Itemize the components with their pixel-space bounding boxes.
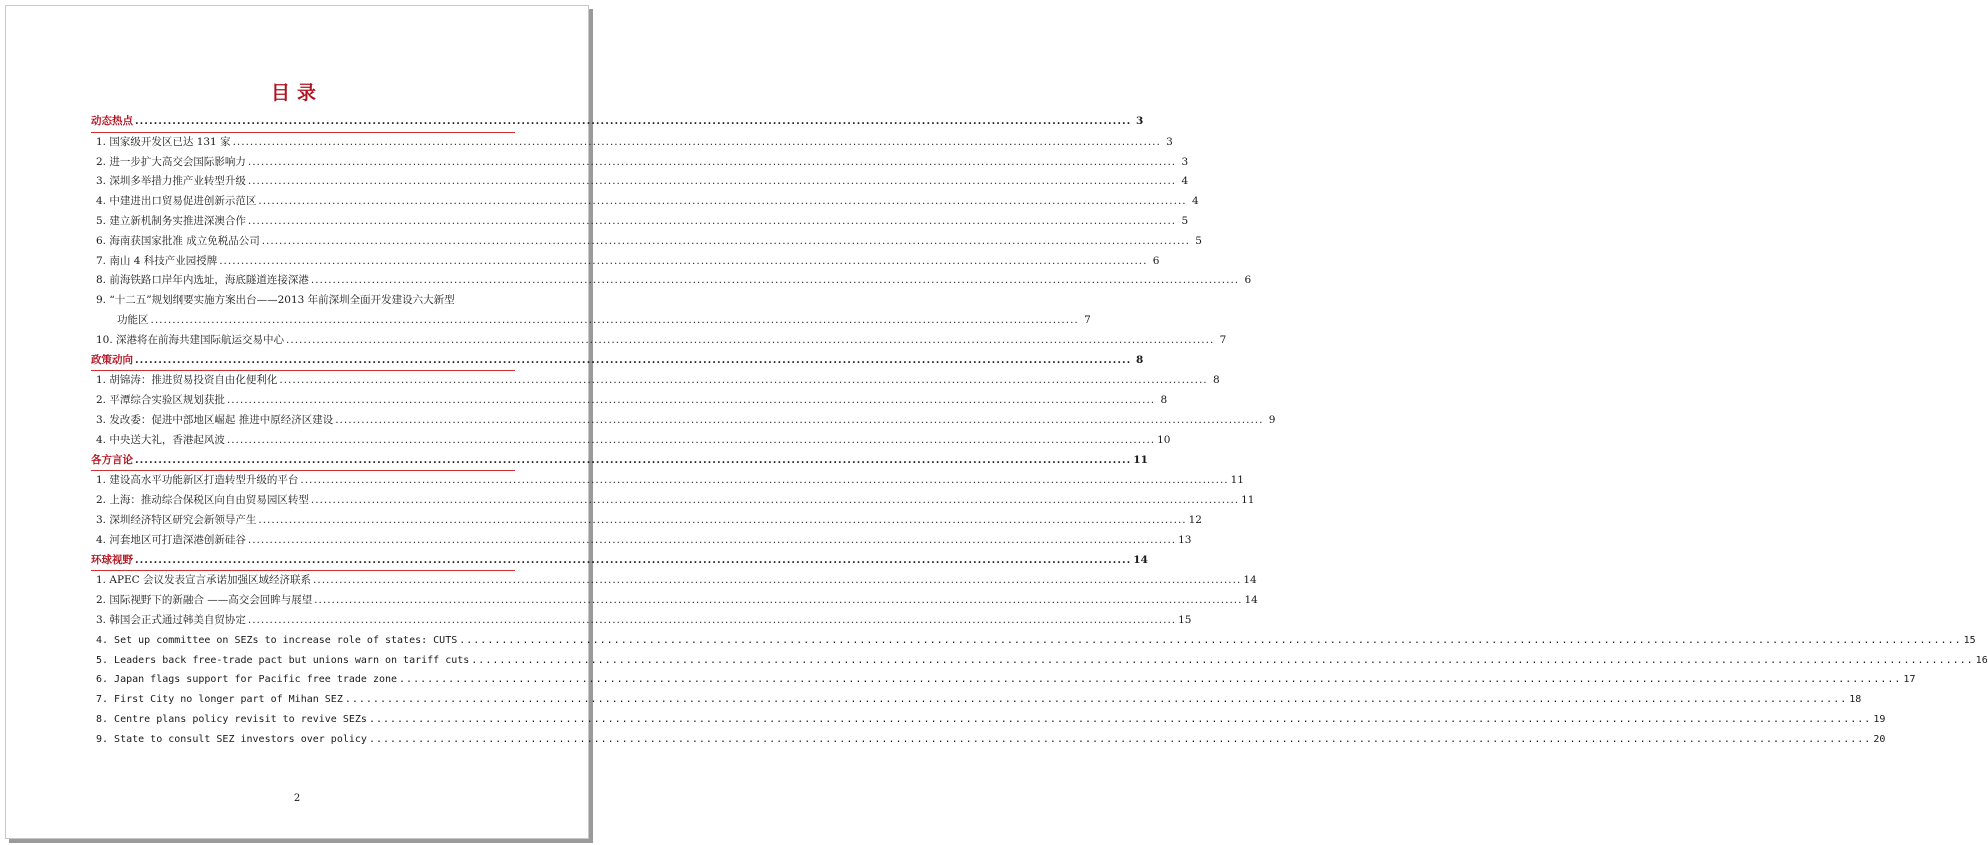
entry-title: 2. 国际视野下的新融合 ——高交会回眸与展望 [96,594,313,607]
toc-entry[interactable] [91,391,1168,411]
page-ref: 6 [1244,274,1252,287]
page-ref: 16 [1975,654,1988,666]
page-ref: 8 [1160,394,1168,407]
page-ref: 13 [1178,533,1192,546]
page-ref: 7 [1084,313,1091,326]
entry-title: 1. 建设高水平功能新区打造转型升级的平台 [96,474,299,487]
entry-title: 6. Japan flags support for Pacific free trade zone [96,674,398,686]
toc-entry[interactable] [91,471,1244,491]
page-ref: 8 [1135,353,1144,366]
page-ref: 19 [1873,713,1886,725]
entry-title: 9. State to consult SEZ investors over policy [96,733,367,745]
page-ref: 6 [1152,254,1160,267]
toc-entry[interactable] [91,271,1252,291]
toc-entry[interactable] [91,511,1202,531]
toc-entry[interactable] [91,531,1192,551]
dot-leader [248,611,1176,631]
document-page [5,5,1988,839]
page-ref: 11 [1230,474,1244,487]
dot-leader [135,451,1131,471]
page-ref: 14 [1244,594,1258,607]
toc-entry[interactable] [91,631,1976,651]
entry-title: 4. Set up committee on SEZs to increase role of states: CUTS [96,634,458,646]
page-ref: 14 [1243,574,1257,587]
dot-leader [233,133,1161,153]
entry-title: 4. 河套地区可打造深港创新硅谷 [96,533,246,546]
toc-entry-wrapped[interactable] [91,291,515,311]
page-ref: 4 [1181,175,1189,188]
toc-entry[interactable] [91,611,1192,631]
page-ref: 20 [1873,733,1886,745]
entry-title: 7. 南山 4 科技产业园授牌 [96,254,218,267]
toc-entry[interactable] [91,431,1171,451]
entry-title: 1. 胡锦涛：推进贸易投资自由化便利化 [96,374,278,387]
page-ref: 11 [1133,453,1148,466]
toc-entry[interactable] [91,192,1199,212]
dot-leader [459,631,1961,651]
dot-leader [313,571,1241,591]
entry-title: 8. 前海铁路口岸年内选址，海底隧道连接深港 [96,274,309,287]
entry-title: 1. APEC 会议发表宣言承诺加强区域经济联系 [96,574,312,587]
toc-entry[interactable] [91,411,1276,431]
dot-leader [248,212,1176,232]
entry-title: 10. 深港将在前海共建国际航运交易中心 [96,333,285,346]
entry-title: 4. 中建进出口贸易促进创新示范区 [96,195,257,208]
toc-entry[interactable] [91,730,1886,750]
toc-entry[interactable] [91,331,1227,351]
section-heading[interactable] [91,351,1144,372]
entry-title: 3. 深圳经济特区研究会新领导产生 [96,513,257,526]
toc-entry[interactable] [91,591,1258,611]
page-title: 目录 [270,82,323,104]
table-of-contents [91,112,1988,750]
dot-leader [219,252,1147,272]
dot-leader [311,491,1239,511]
entry-title: 2. 进一步扩大高交会国际影响力 [96,155,246,168]
page-ref: 18 [1849,694,1862,706]
entry-title: 7. First City no longer part of Mihan SEZ [96,694,343,706]
toc-entry[interactable] [91,651,1988,671]
page-ref: 5 [1181,214,1189,227]
page-ref: 5 [1195,234,1202,247]
toc-entry[interactable] [91,252,1160,272]
entry-title: 2. 上海：推动综合保税区向自由贸易园区转型 [96,494,309,507]
page-ref: 17 [1903,674,1916,686]
dot-leader [286,331,1214,351]
page-ref: 14 [1133,553,1148,566]
page-ref: 7 [1219,333,1227,346]
section-label: 各方言论 [91,453,133,466]
toc-entry[interactable] [91,232,1202,252]
dot-leader [345,690,1847,710]
page-ref: 15 [1178,613,1192,626]
dot-leader [279,371,1207,391]
toc-entry[interactable] [91,212,1189,232]
entry-title: 4. 中央送大礼，香港起风波 [96,433,225,446]
entry-title: 8. Centre plans policy revisit to revive SEZs [96,713,367,725]
entry-title: 1. 国家级开发区已达 131 家 [96,135,231,148]
dot-leader [258,511,1186,531]
dot-leader [258,192,1186,212]
toc-entry[interactable] [91,491,1255,511]
page-ref: 4 [1191,195,1199,208]
page-ref: 9 [1268,413,1276,426]
section-label: 动态热点 [91,115,133,127]
dot-leader [135,112,1131,132]
section-heading[interactable] [91,551,1148,572]
section-label: 环球视野 [91,553,133,566]
page-ref: 12 [1188,513,1202,526]
dot-leader [335,411,1263,431]
toc-entry[interactable] [91,133,1173,153]
toc-entry[interactable] [91,371,1220,391]
dot-leader [399,670,1901,690]
entry-title-continued: 功能区 [117,313,149,326]
section-heading[interactable] [91,112,1144,133]
dot-leader [248,531,1176,551]
entry-title: 2. 平潭综合实验区规划获批 [96,394,225,407]
page-ref: 3 [1166,135,1173,148]
page-ref: 3 [1181,155,1189,168]
entry-title: 9. “十二五”规划纲要实施方案出台——2013 年前深圳全面开发建设六大新型 [96,294,455,307]
toc-entry[interactable] [91,670,1916,690]
toc-entry[interactable] [91,710,1886,730]
toc-entry[interactable] [91,153,1189,173]
entry-title: 3. 深圳多举措力推产业转型升级 [96,175,246,188]
dot-leader [262,232,1190,252]
page-number: 2 [293,793,301,804]
dot-leader [311,271,1239,291]
toc-entry[interactable] [91,690,1862,710]
entry-title: 5. Leaders back free-trade pact but unions warn on tariff cuts [96,654,470,666]
entry-title: 5. 建立新机制务实推进深澳合作 [96,214,246,227]
page-ref: 8 [1212,374,1220,387]
dot-leader [314,591,1242,611]
toc-entry[interactable] [91,172,1189,192]
dot-leader [369,710,1871,730]
dot-leader [300,471,1228,491]
section-heading[interactable] [91,451,1148,472]
dot-leader [227,431,1155,451]
dot-leader [248,153,1176,173]
toc-entry-continuation[interactable] [91,311,1091,331]
page-ref: 11 [1241,494,1255,507]
entry-title: 3. 发改委：促进中部地区崛起 推进中原经济区建设 [96,413,334,426]
section-label: 政策动向 [91,353,133,366]
dot-leader [135,551,1131,571]
page-ref: 10 [1157,433,1171,446]
page-ref: 3 [1135,115,1144,127]
dot-leader [471,651,1973,671]
entry-title: 3. 韩国会正式通过韩美自贸协定 [96,613,246,626]
toc-entry[interactable] [91,571,1257,591]
page-ref: 15 [1963,634,1976,646]
dot-leader [227,391,1155,411]
entry-title: 6. 海南获国家批准 成立免税品公司 [96,234,260,247]
dot-leader [151,311,1079,331]
dot-leader [248,172,1176,192]
dot-leader [369,730,1871,750]
dot-leader [135,351,1131,371]
